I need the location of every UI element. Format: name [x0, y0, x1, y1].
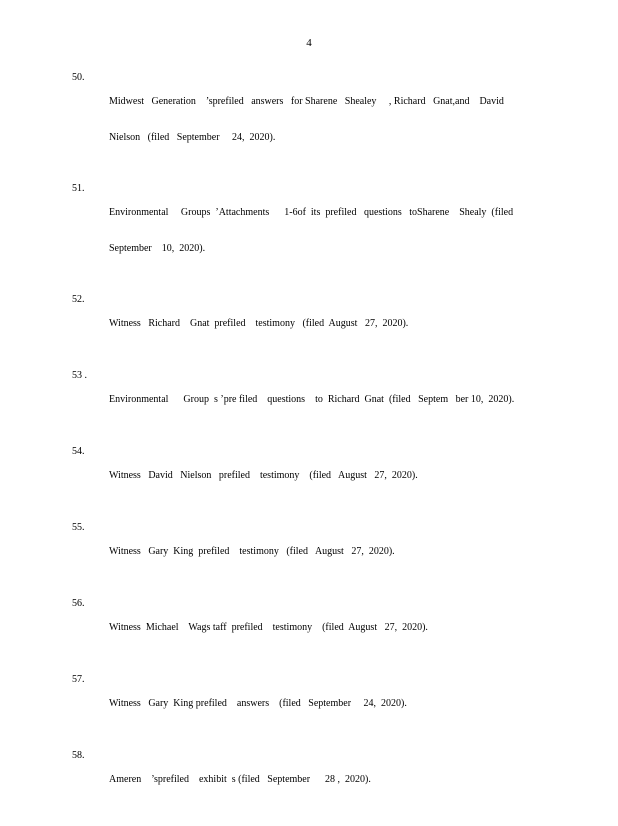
item-text — [109, 294, 538, 354]
list-item — [72, 72, 538, 168]
item-text-line: Midwest Generation ’sprefiled answers for Sharene Shealey , Richard Gnat,and David — [109, 96, 504, 107]
list-item — [72, 183, 538, 279]
list-item — [72, 674, 538, 734]
exhibit-list — [72, 72, 538, 826]
item-text — [109, 598, 538, 658]
item-number: 50. — [72, 72, 85, 83]
item-number: 57. — [72, 674, 85, 685]
item-text-line: Nielson (filed September 24, 2020). — [109, 132, 276, 143]
item-text — [109, 674, 538, 734]
item-text-line: Environmental Group s ’pre filed questions to Richard Gnat (filed Septem ber 10, 2020). — [109, 394, 515, 405]
item-number: 56. — [72, 598, 85, 609]
item-text — [109, 446, 538, 506]
item-number: 52. — [72, 294, 85, 305]
item-text — [109, 750, 538, 810]
item-text — [109, 370, 538, 430]
item-text-line: Witness Richard Gnat prefiled testimony (filed August 27, 2020). — [109, 318, 409, 329]
list-item — [72, 370, 538, 430]
item-text — [109, 72, 538, 168]
list-item — [72, 446, 538, 506]
list-item — [72, 598, 538, 658]
page-number: 4 — [306, 37, 312, 49]
item-number: 53 . — [72, 370, 87, 381]
item-number: 51. — [72, 183, 85, 194]
item-number: 58. — [72, 750, 85, 761]
item-number: 54. — [72, 446, 85, 457]
list-item — [72, 294, 538, 354]
item-number: 55. — [72, 522, 85, 533]
item-text-line: Witness Gary King prefiled testimony (filed August 27, 2020). — [109, 546, 395, 557]
list-item — [72, 522, 538, 582]
item-text-line: Witness Michael Wags taff prefiled testimony (filed August 27, 2020). — [109, 622, 428, 633]
item-text — [109, 522, 538, 582]
item-text-line: September 10, 2020). — [109, 243, 206, 254]
item-text-line: Witness Gary King prefiled answers (filed September 24, 2020). — [109, 698, 407, 709]
item-text-line: Environmental Groups ’Attachments 1-6of its prefiled questions toSharene Shealy (filed — [109, 207, 514, 218]
list-item — [72, 750, 538, 810]
item-text-line: Ameren ’sprefiled exhibit s (filed September 28 , 2020). — [109, 774, 371, 785]
item-text — [109, 183, 538, 279]
item-text-line: Witness David Nielson prefiled testimony (filed August 27, 2020). — [109, 470, 418, 481]
